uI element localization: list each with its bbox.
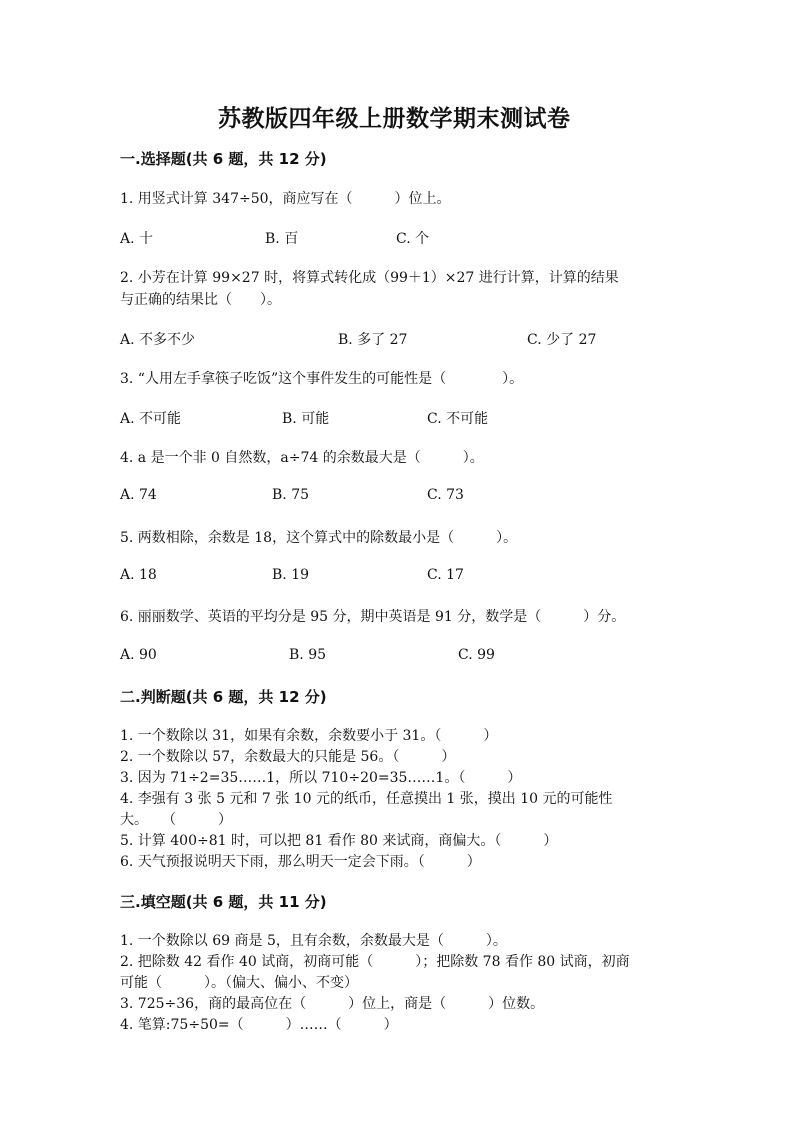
true-false-item-6: 6. 天气预报说明天下雨，那么明天一定会下雨。（ ） [120, 854, 481, 870]
question-5-text: 5. 两数相除，余数是 18，这个算式中的除数最小是（ ）。 [120, 530, 518, 546]
question-4-text: 4. a 是一个非 0 自然数，a÷74 的余数最大是（ ）。 [120, 450, 484, 466]
section-heading-multiple-choice: 一.选择题(共 6 题，共 12 分) [120, 150, 327, 168]
question-4-option-a: A. 74 [120, 487, 157, 503]
true-false-item-3: 3. 因为 71÷2=35……1，所以 710÷20=35……1。（ ） [120, 770, 522, 786]
question-1-option-b: B. 百 [265, 231, 299, 247]
question-2-text-line-2: 与正确的结果比（ ）。 [120, 292, 281, 308]
question-5-option-a: A. 18 [120, 567, 157, 583]
true-false-item-5: 5. 计算 400÷81 时，可以把 81 看作 80 来试商，商偏大。（ ） [120, 833, 558, 849]
question-5-option-c: C. 17 [427, 567, 464, 583]
question-2-option-a: A. 不多不少 [120, 332, 196, 348]
true-false-item-2: 2. 一个数除以 57，余数最大的只能是 56。（ ） [120, 749, 456, 765]
fill-in-item-2-line-2: 可能（ ）。（偏大、偏小、不变） [120, 975, 358, 991]
true-false-item-4-line-2: 大。 （ ） [120, 812, 232, 828]
question-6-option-a: A. 90 [120, 647, 157, 663]
true-false-item-4-line-1: 4. 李强有 3 张 5 元和 7 张 10 元的纸币，任意摸出 1 张，摸出 10 元的可能性 [120, 791, 613, 807]
question-6-option-c: C. 99 [458, 647, 495, 663]
page-title: 苏教版四年级上册数学期末测试卷 [218, 105, 571, 132]
question-4-option-c: C. 73 [427, 487, 464, 503]
question-3-option-a: A. 不可能 [120, 411, 182, 427]
question-3-option-b: B. 可能 [282, 411, 330, 427]
question-4-option-b: B. 75 [272, 487, 310, 503]
section-heading-true-false: 二.判断题(共 6 题，共 12 分) [120, 688, 327, 706]
question-1-option-c: C. 个 [396, 231, 430, 247]
question-6-text: 6. 丽丽数学、英语的平均分是 95 分，期中英语是 91 分，数学是（ ）分。 [120, 609, 626, 625]
fill-in-item-3: 3. 725÷36，商的最高位在（ ）位上，商是（ ）位数。 [120, 996, 545, 1012]
question-2-option-c: C. 少了 27 [527, 332, 597, 348]
question-2-text-line-1: 2. 小芳在计算 99×27 时，将算式转化成（99＋1）×27 进行计算，计算的结果 [120, 270, 619, 286]
fill-in-item-2-line-1: 2. 把除数 42 看作 40 试商，初商可能（ ）；把除数 78 看作 80 试商，初商 [120, 954, 630, 970]
question-3-option-c: C. 不可能 [427, 411, 489, 427]
fill-in-item-4: 4. 笔算:75÷50=（ ）……（ ） [120, 1017, 398, 1033]
question-1-text: 1. 用竖式计算 347÷50，商应写在（ ）位上。 [120, 191, 451, 207]
question-3-text: 3. “人用左手拿筷子吃饭”这个事件发生的可能性是（ ）。 [120, 371, 524, 387]
question-1-option-a: A. 十 [120, 231, 154, 247]
true-false-item-1: 1. 一个数除以 31，如果有余数，余数要小于 31。（ ） [120, 728, 498, 744]
question-6-option-b: B. 95 [289, 647, 327, 663]
question-2-option-b: B. 多了 27 [338, 332, 408, 348]
fill-in-item-1: 1. 一个数除以 69 商是 5，且有余数，余数最大是（ ）。 [120, 933, 507, 949]
question-5-option-b: B. 19 [272, 567, 310, 583]
section-heading-fill-in: 三.填空题(共 6 题，共 11 分) [120, 893, 327, 911]
